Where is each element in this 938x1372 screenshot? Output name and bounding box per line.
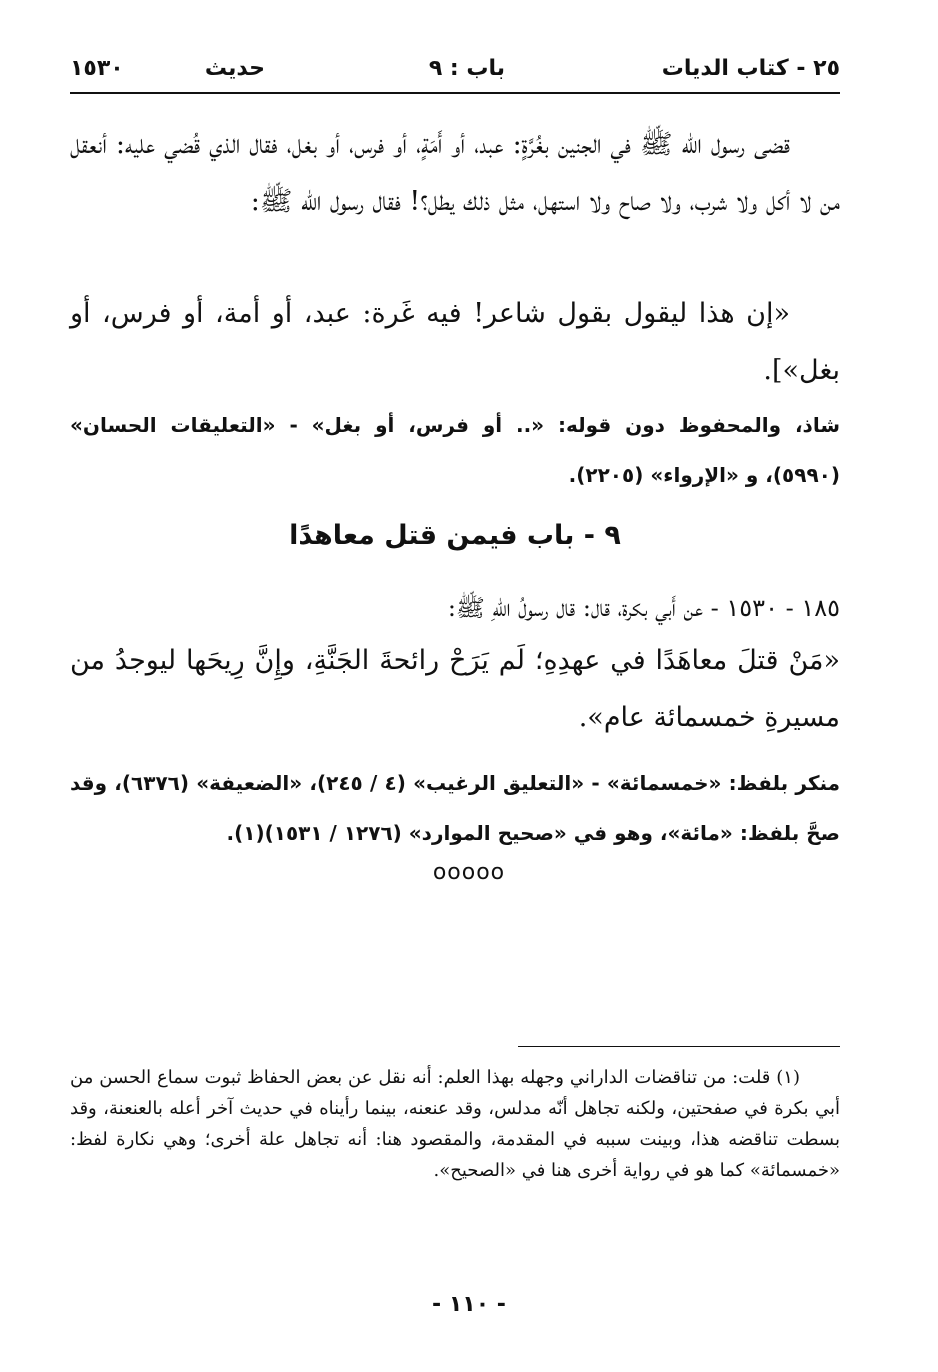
hadith-text-paragraph: قضى رسول الله ﷺ في الجنين بغُرَّةٍ: عبد، أو أَمَةٍ، أو فرس، أو بغل، فقال الذي قُضي عليه: أنعقل من لا أكل ولا شرب، ولا صاح ولا استهل، مثل ذلك يطل؟! فقال رسول الله ﷺ: (70, 129, 840, 217)
page-number: - ١١٠ - (432, 1292, 506, 1317)
running-header (70, 52, 840, 88)
section-end-ornament: ooooo (432, 860, 506, 885)
header-hadith-label: حديث (204, 56, 265, 81)
grading-note: شاذ، والمحفوظ دون قوله: «.. أو فرس، أو بغل» - «التعليقات الحسان» (٥٩٩٠)، و «الإرواء» (٢٢٠٥). (70, 413, 840, 487)
header-divider (70, 92, 840, 94)
hadith-isnad: ١٨٥ - ١٥٣٠ - عن أَبي بكرة، قال: قال رسولُ اللهِ ﷺ: (447, 594, 840, 622)
header-book-title: ٢٥ - كتاب الديات (661, 56, 840, 81)
grading-note-2: منكر بلفظ: «خمسمائة» - «التعليق الرغيب» (٤ / ٢٤٥)، «الضعيفة» (٦٣٧٦)، وقد صحَّ بلفظ: «مائة»، وهو في «صحيح الموارد» (١٢٧٦ / ١٥٣١)(١). (70, 771, 841, 845)
footnote-divider (518, 1046, 840, 1047)
hadith-chain-line (70, 580, 840, 637)
hadith-matn-paragraph: «مَنْ قتلَ معاهَدًا في عهدِهِ؛ لَم يَرَحْ رائحةَ الجَنَّةِ، وإِنَّ رِيحَها ليوجدُ من مسيرةِ خمسمائة عام». (70, 645, 840, 733)
section-heading: ٩ - باب فيمن قتل معاهدًا (289, 520, 621, 551)
footnote-text: (١) قلت: من تناقضات الداراني وجهله بهذا العلم: أنه نقل عن بعض الحفاظ ثبوت سماع الحسن من أبي بكرة في صفحتين، ولكنه تجاهل أنّه مدلس، وقد عنعنه، بينما رأيناه في حديث آخر أعله بالعنعنة، وقد بسطت تناقضه هذا، وبينت سببه في المقدمة، والمقصود هنا: أنه تجاهل علة أخرى؛ وهي نكارة لفظ: «خمسمائة» كما هو في رواية أخرى هنا في «الصحيح». (70, 1067, 840, 1181)
header-chapter: باب : ٩ (428, 56, 505, 81)
header-hadith-number: ١٥٣٠ (70, 56, 124, 81)
hadith-quote-paragraph: «إن هذا ليقول بقول شاعر! فيه غَرة: عبد، أو أمة، أو فرس، أو بغل»]. (70, 298, 840, 386)
